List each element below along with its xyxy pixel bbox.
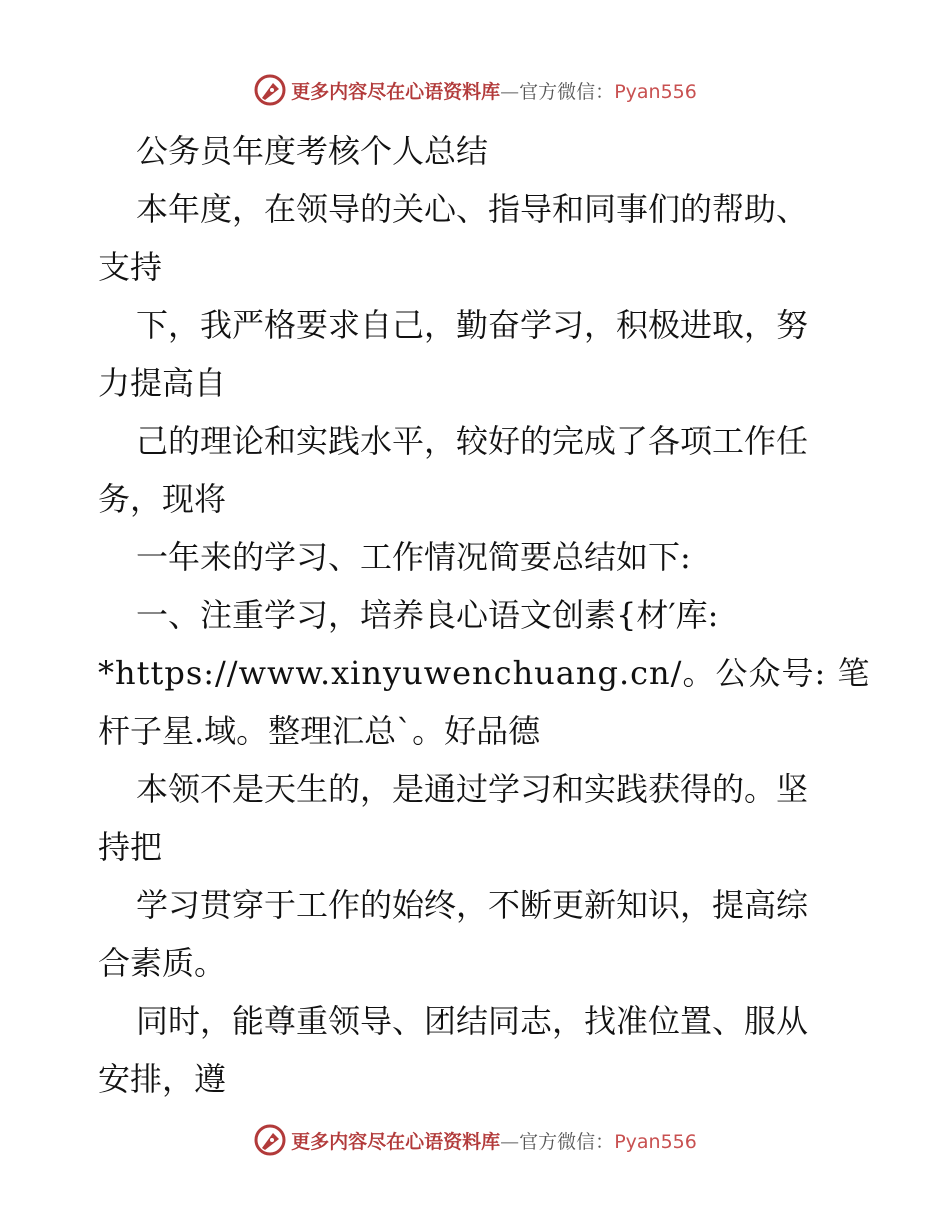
document-title: 公务员年度考核个人总结 [136, 132, 489, 170]
section-heading: 一、注重学习，培养良心语文创素{材′库: [136, 596, 719, 634]
document-body [98, 122, 871, 1108]
watermark-wechat-label: 官方微信： [519, 1130, 615, 1153]
paragraph-line: 力提高自 [98, 364, 227, 402]
watermark-dash: — [500, 1130, 520, 1153]
paragraph-line: 务，现将 [98, 480, 227, 518]
paragraph-line: 学习贯穿于工作的始终，不断更新知识，提高综 [136, 886, 809, 924]
watermark-wechat-id: Pyan556 [614, 1130, 697, 1153]
pen-nib-logo-icon [253, 1123, 287, 1157]
paragraph-line: 本领不是天生的，是通过学习和实践获得的。坚 [136, 770, 809, 808]
watermark-site-name: 更多内容尽在心语资料库 [291, 80, 501, 103]
paragraph-line: 合素质。 [98, 944, 227, 982]
paragraph-line: 己的理论和实践水平，较好的完成了各项工作任 [136, 422, 809, 460]
header-watermark [0, 70, 950, 110]
paragraph-line: 下，我严格要求自己，勤奋学习，积极进取，努 [136, 306, 809, 344]
watermark-wechat-id: Pyan556 [614, 80, 697, 103]
watermark-dash: — [500, 80, 520, 103]
footer-watermark [0, 1120, 950, 1160]
watermark-site-name: 更多内容尽在心语资料库 [291, 1130, 501, 1153]
watermark-wechat-label: 官方微信： [519, 80, 615, 103]
paragraph-line: 本年度，在领导的关心、指导和同事们的帮助、 [136, 190, 809, 228]
paragraph-line-url: *https://www.xinyuwenchuang.cn/。公众号: 笔 [98, 654, 871, 692]
pen-nib-logo-icon [253, 73, 287, 107]
paragraph-line: 杆子星.域。整理汇总`。好品德 [98, 712, 541, 750]
paragraph-line: 一年来的学习、工作情况简要总结如下: [136, 538, 691, 576]
paragraph-line: 同时，能尊重领导、团结同志，找准位置、服从 [136, 1002, 809, 1040]
paragraph-line: 安排，遵 [98, 1060, 227, 1098]
paragraph-line: 支持 [98, 248, 163, 286]
paragraph-line: 持把 [98, 828, 163, 866]
